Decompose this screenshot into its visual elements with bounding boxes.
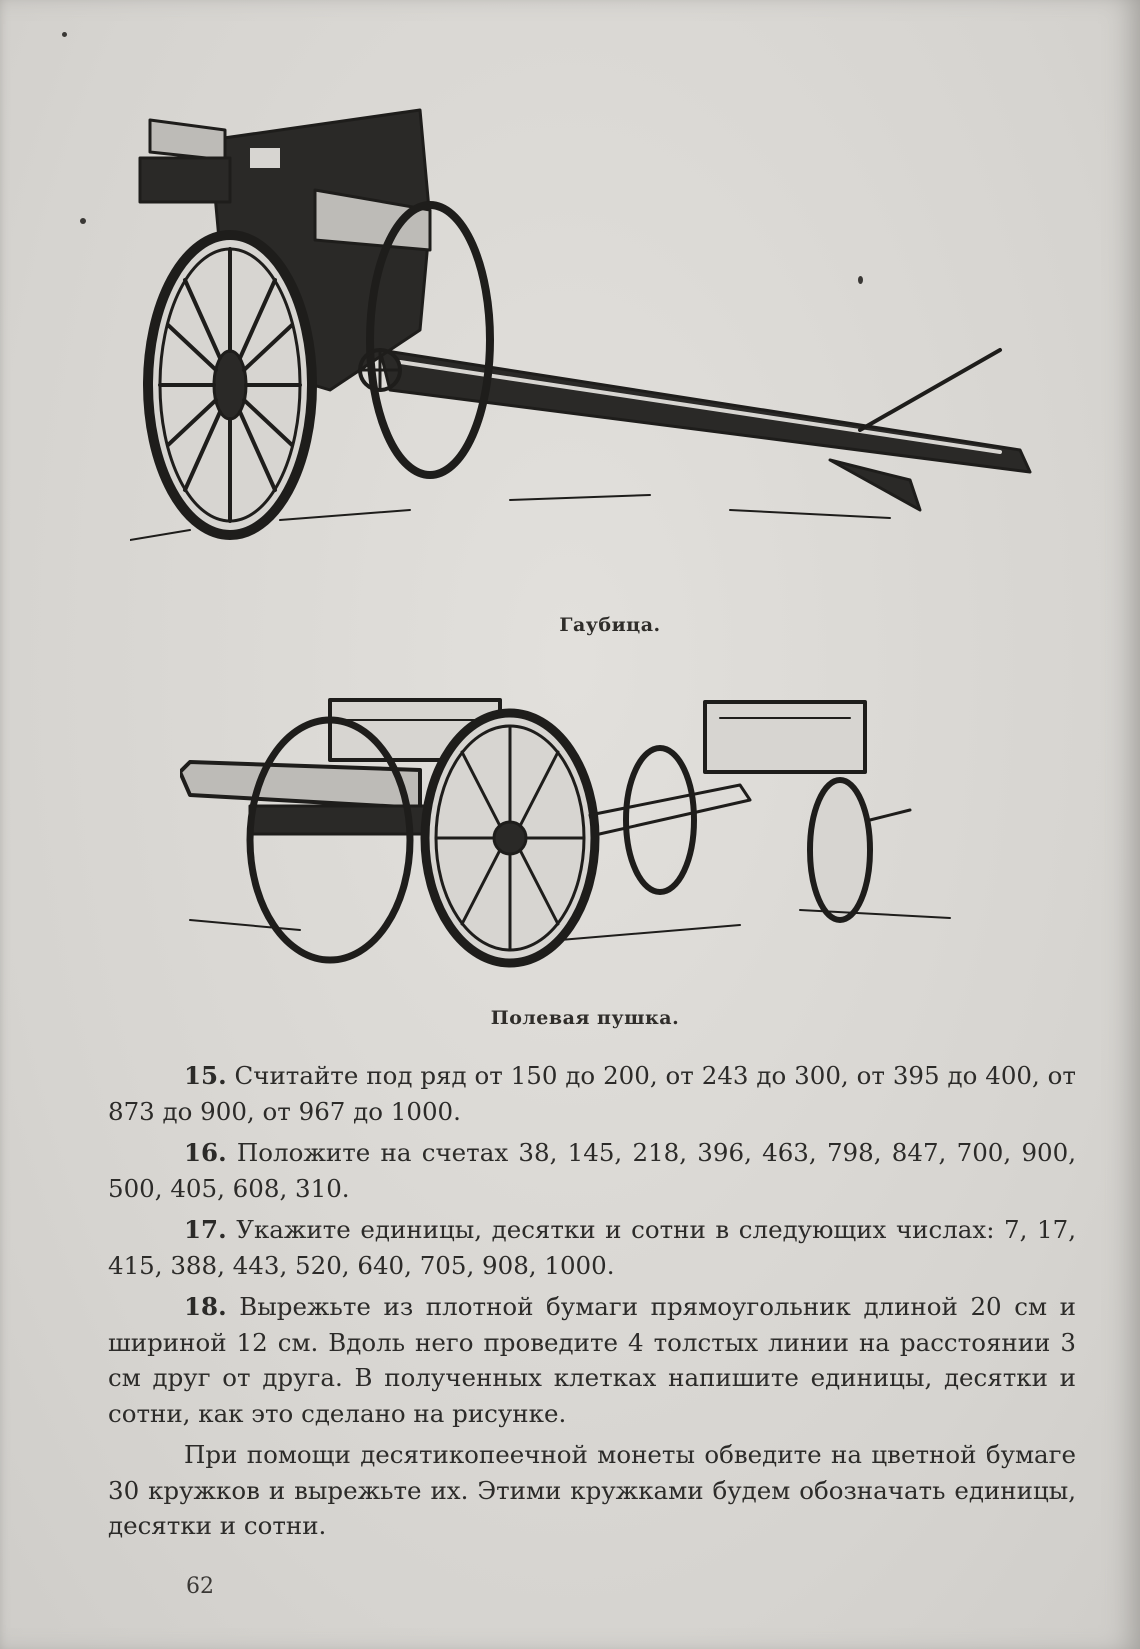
exercise-number: 16. [184,1138,227,1167]
paper-speck [80,218,86,224]
field-gun-illustration [180,690,1010,990]
figure-caption-field-gun: Полевая пушка. [490,1007,680,1029]
exercise-18 [108,1289,1076,1431]
exercise-number: 15. [184,1061,227,1090]
paper-speck [62,32,67,37]
exercise-16 [108,1135,1076,1206]
exercise-body: Положите на счетах 38, 145, 218, 396, 463, 798, 847, 700, 900, 500, 405, 608, 310. [108,1138,1076,1203]
paper-speck [858,276,863,284]
exercise-body: Считайте под ряд от 150 до 200, от 243 до 300, от 395 до 400, от 873 до 900, от 967 до 1000. [108,1061,1076,1126]
exercise-number: 18. [184,1292,227,1321]
figure-caption-howitzer: Гаубица. [559,614,661,636]
exercise-text-block [108,1058,1076,1544]
exercise-15 [108,1058,1076,1129]
howitzer-illustration [130,100,1070,580]
exercise-body: Укажите единицы, десятки и сотни в следующих числах: 7, 17, 415, 388, 443, 520, 640, 705, 908, 1000. [108,1215,1076,1280]
exercise-body: Вырежьте из плотной бумаги прямоугольник длиной 20 см и шириной 12 см. Вдоль него проведите 4 толстых линии на расстоянии 3 см друг от друга. В полученных клетках напишите единицы, десятки и сотни, как это сделано на рисунке. [108,1292,1076,1428]
exercise-number: 17. [184,1215,227,1244]
page-number: 62 [186,1574,214,1599]
closing-paragraph: При помощи десятикопеечной монеты обведите на цветной бумаге 30 кружков и вырежьте их. Этими кружками будем обозначать единицы, десятки и сотни. [108,1440,1076,1540]
exercise-17 [108,1212,1076,1283]
